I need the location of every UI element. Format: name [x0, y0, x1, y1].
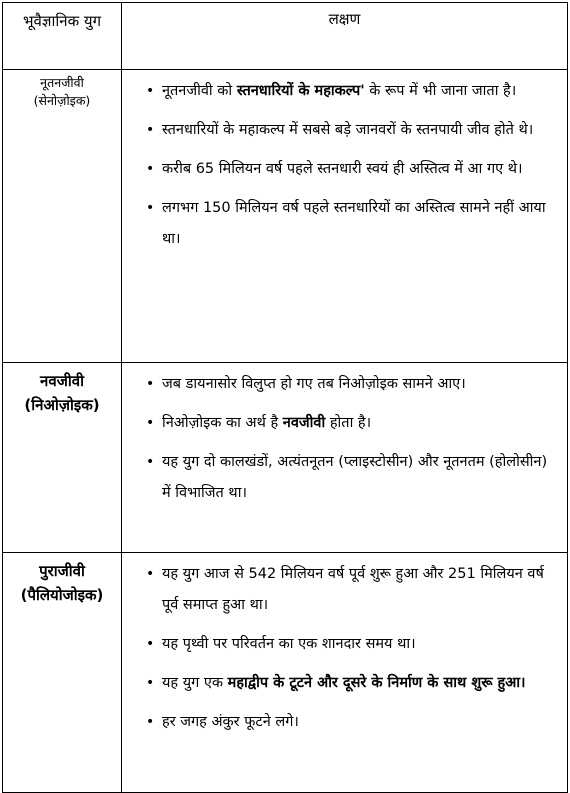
- item-text: स्तनधारियों के महाकल्प में सबसे बड़े जानवरों के स्तनपायी जीव होते थे।: [162, 122, 534, 138]
- list-item: [146, 707, 559, 738]
- era-cell: [3, 70, 122, 363]
- bullet-icon: •: [146, 161, 155, 177]
- item-text-post: होता है।: [325, 415, 372, 431]
- bullet-icon: •: [146, 566, 155, 582]
- bullet-icon: •: [146, 675, 155, 691]
- features-cell: [122, 553, 568, 793]
- item-text: लगभग 150 मिलियन वर्ष पहले स्तनधारियों का अस्तित्व सामने नहीं आया था।: [162, 200, 546, 247]
- item-text-bold: महाद्वीप के टूटने और दूसरे के निर्माण के साथ शुरू हुआ।: [227, 675, 526, 691]
- item-text: यह पृथ्वी पर परिवर्तन का एक शानदार समय था।: [162, 636, 416, 652]
- item-text-pre: निओज़ोइक का अर्थ है: [162, 415, 283, 431]
- item-text: यह युग दो कालखंडों, अत्यंतनूतन (प्लाइस्टोसीन) और नूतनतम (होलोसीन) में विभाजित था।: [162, 454, 548, 501]
- header-era: भूवैज्ञानिक युग: [3, 3, 122, 70]
- era-name: पुराजीवी (पैलियोजोइक): [20, 562, 104, 604]
- features-cell: [122, 70, 568, 363]
- item-text-pre: नूतनजीवी को: [162, 83, 237, 99]
- item-text: जब डायनासोर विलुप्त हो गए तब निओज़ोइक सामने आए।: [162, 376, 466, 392]
- bullet-icon: •: [146, 415, 155, 431]
- bullet-icon: •: [146, 200, 155, 216]
- geological-eras-table: [2, 2, 568, 793]
- list-item: [146, 193, 559, 255]
- item-text: करीब 65 मिलियन वर्ष पहले स्तनधारी स्वयं ही अस्तित्व में आ गए थे।: [162, 161, 523, 177]
- header-row: [3, 3, 568, 70]
- list-item: [146, 115, 559, 146]
- bullet-icon: •: [146, 83, 155, 99]
- list-item: [146, 447, 559, 509]
- item-text: यह युग आज से 542 मिलियन वर्ष पूर्व शुरू हुआ और 251 मिलियन वर्ष पूर्व समाप्त हुआ था।: [162, 566, 544, 613]
- item-text-post: के रूप में भी जाना जाता है।: [364, 83, 517, 99]
- item-text-pre: यह युग एक: [162, 675, 228, 691]
- bullet-icon: •: [146, 454, 155, 470]
- list-item: [146, 668, 559, 699]
- era-cell: [3, 363, 122, 553]
- list-item: [146, 76, 559, 107]
- feature-list: [122, 70, 567, 257]
- item-text-bold: नवजीवी: [282, 415, 326, 431]
- table-row: [3, 70, 568, 363]
- table-row: [3, 363, 568, 553]
- era-name: नवजीवी (निओज़ोइक): [24, 372, 100, 414]
- table-row: [3, 553, 568, 793]
- features-cell: [122, 363, 568, 553]
- era-name: नूतनजीवी (सेनोज़ोइक): [33, 75, 91, 108]
- list-item: [146, 629, 559, 660]
- list-item: [146, 559, 559, 621]
- item-text: हर जगह अंकुर फूटने लगे।: [162, 714, 299, 730]
- feature-list: [122, 553, 567, 740]
- header-features: लक्षण: [122, 3, 568, 70]
- bullet-icon: •: [146, 714, 155, 730]
- item-text-bold: स्तनधारियों के महाकल्प': [236, 83, 365, 99]
- list-item: [146, 408, 559, 439]
- list-item: [146, 154, 559, 185]
- bullet-icon: •: [146, 122, 155, 138]
- feature-list: [122, 363, 567, 511]
- bullet-icon: •: [146, 636, 155, 652]
- era-cell: [3, 553, 122, 793]
- bullet-icon: •: [146, 376, 155, 392]
- list-item: [146, 369, 559, 400]
